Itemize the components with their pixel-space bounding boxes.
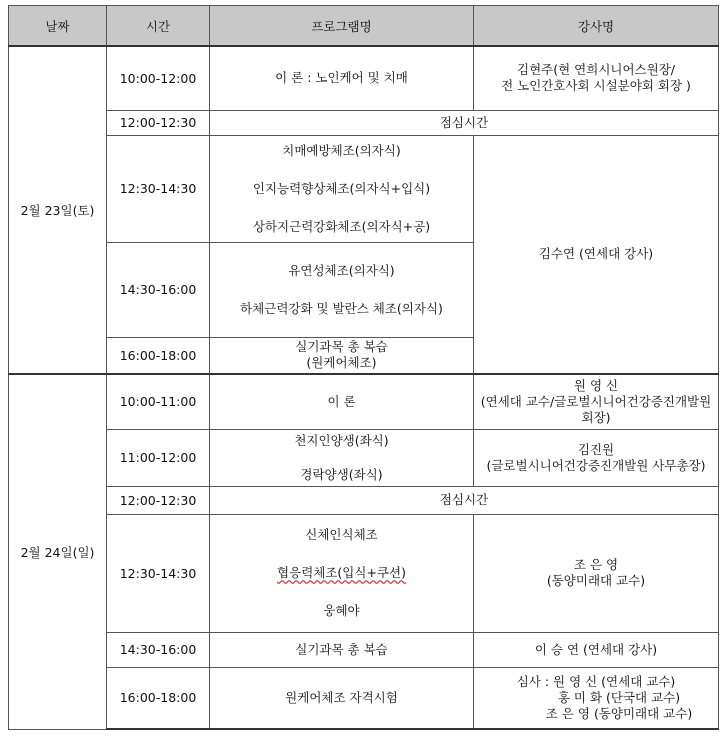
- header-instructor: 강사명: [474, 6, 719, 47]
- table-row: [9, 632, 719, 667]
- table-row: [9, 514, 719, 632]
- instructor-line: 심사 : 원 영 신 (연세대 교수): [516, 673, 676, 689]
- instructor-cell: [474, 374, 719, 429]
- instructor-line: 김진원: [577, 441, 615, 457]
- program-cell: [210, 337, 474, 374]
- instructor-line: (글로벌시니어건강증진개발원 사무총장): [486, 457, 706, 473]
- program-line: 상하지근력강화체조(의자식+공): [252, 218, 431, 234]
- program-line: 하체근력강화 및 발란스 체조(의자식): [240, 300, 443, 316]
- program-cell: [210, 374, 474, 429]
- judges-cell: [474, 667, 719, 729]
- header-date: 날짜: [9, 6, 107, 47]
- instructor-line: 전 노인간호사회 시설분야회 회장 ): [501, 78, 691, 94]
- program-cell: [210, 667, 474, 729]
- header-time: 시간: [107, 6, 210, 47]
- program-cell: [210, 46, 474, 110]
- time-cell: 12:00-12:30: [107, 486, 210, 514]
- program-line: 실기과목 총 복습: [295, 339, 388, 355]
- program-line: 인지능력향상체조(의자식+입식): [252, 180, 431, 196]
- program-cell: [210, 632, 474, 667]
- program-line: 신체인식체조: [305, 527, 378, 542]
- program-line: 점심시간: [439, 492, 489, 507]
- instructor-cell: [474, 135, 719, 374]
- program-line: 실기과목 총 복습: [295, 641, 388, 657]
- program-cell: [210, 242, 474, 337]
- program-line: 점심시간: [439, 114, 489, 130]
- header-row: [9, 6, 719, 47]
- table-row: [9, 374, 719, 429]
- instructor-cell: [474, 429, 719, 486]
- time-cell: 16:00-18:00: [107, 337, 210, 374]
- table-row: [9, 429, 719, 486]
- instructor-line: 김수연 (연세대 강사): [538, 246, 654, 262]
- program-line: 천지인양생(좌식): [294, 432, 389, 448]
- header-program: 프로그램명: [210, 6, 474, 47]
- instructor-cell: [474, 632, 719, 667]
- time-cell: 11:00-12:00: [107, 429, 210, 486]
- time-cell: 12:30-14:30: [107, 514, 210, 632]
- instructor-line: 홍 미 화 (단국대 교수): [557, 689, 681, 705]
- program-line: 웅혜야: [323, 603, 360, 618]
- program-line: 이 론: [327, 393, 356, 409]
- lunch-break-cell: [210, 110, 719, 135]
- lunch-break-cell: [210, 486, 719, 514]
- instructor-cell: [474, 514, 719, 632]
- program-line: 경락양생(좌식): [300, 466, 383, 482]
- instructor-line: 원 영 신: [573, 377, 619, 393]
- time-cell: 10:00-12:00: [107, 46, 210, 110]
- time-cell: 10:00-11:00: [107, 374, 210, 429]
- instructor-line: 조 은 영: [573, 557, 619, 572]
- instructor-cell: [474, 46, 719, 110]
- program-line: 협응력체조(입식+쿠션): [277, 565, 406, 580]
- table-row: [9, 110, 719, 135]
- program-cell: [210, 135, 474, 242]
- date-cell: 2월 23일(토): [9, 46, 107, 374]
- instructor-line: (연세대 교수/글로벌시니어건강증진개발원 회장): [480, 393, 712, 425]
- table-row: [9, 46, 719, 110]
- program-line: 이 론 : 노인케어 및 치매: [275, 70, 408, 86]
- date-cell: 2월 24일(일): [9, 374, 107, 729]
- program-line: 치매예방체조(의자식): [282, 142, 401, 158]
- program-line: (원케어체조): [306, 355, 377, 371]
- program-cell: [210, 429, 474, 486]
- program-line: 유연성체조(의자식): [288, 262, 395, 278]
- table-row: [9, 667, 719, 729]
- program-cell: [210, 514, 474, 632]
- time-cell: 12:00-12:30: [107, 110, 210, 135]
- time-cell: 16:00-18:00: [107, 667, 210, 729]
- program-line: 원케어체조 자격시험: [285, 689, 398, 705]
- instructor-line: 이 승 연 (연세대 강사): [534, 641, 658, 657]
- time-cell: 14:30-16:00: [107, 242, 210, 337]
- table-row: [9, 486, 719, 514]
- time-cell: 14:30-16:00: [107, 632, 210, 667]
- instructor-line: 조 은 영 (동양미래대 교수): [545, 705, 693, 721]
- instructor-line: (동양미래대 교수): [546, 573, 646, 588]
- schedule-table: [8, 5, 719, 730]
- table-row: [9, 135, 719, 242]
- time-cell: 12:30-14:30: [107, 135, 210, 242]
- schedule-container: [8, 5, 718, 730]
- instructor-line: 김현주(현 연희시니어스원장/: [517, 62, 675, 78]
